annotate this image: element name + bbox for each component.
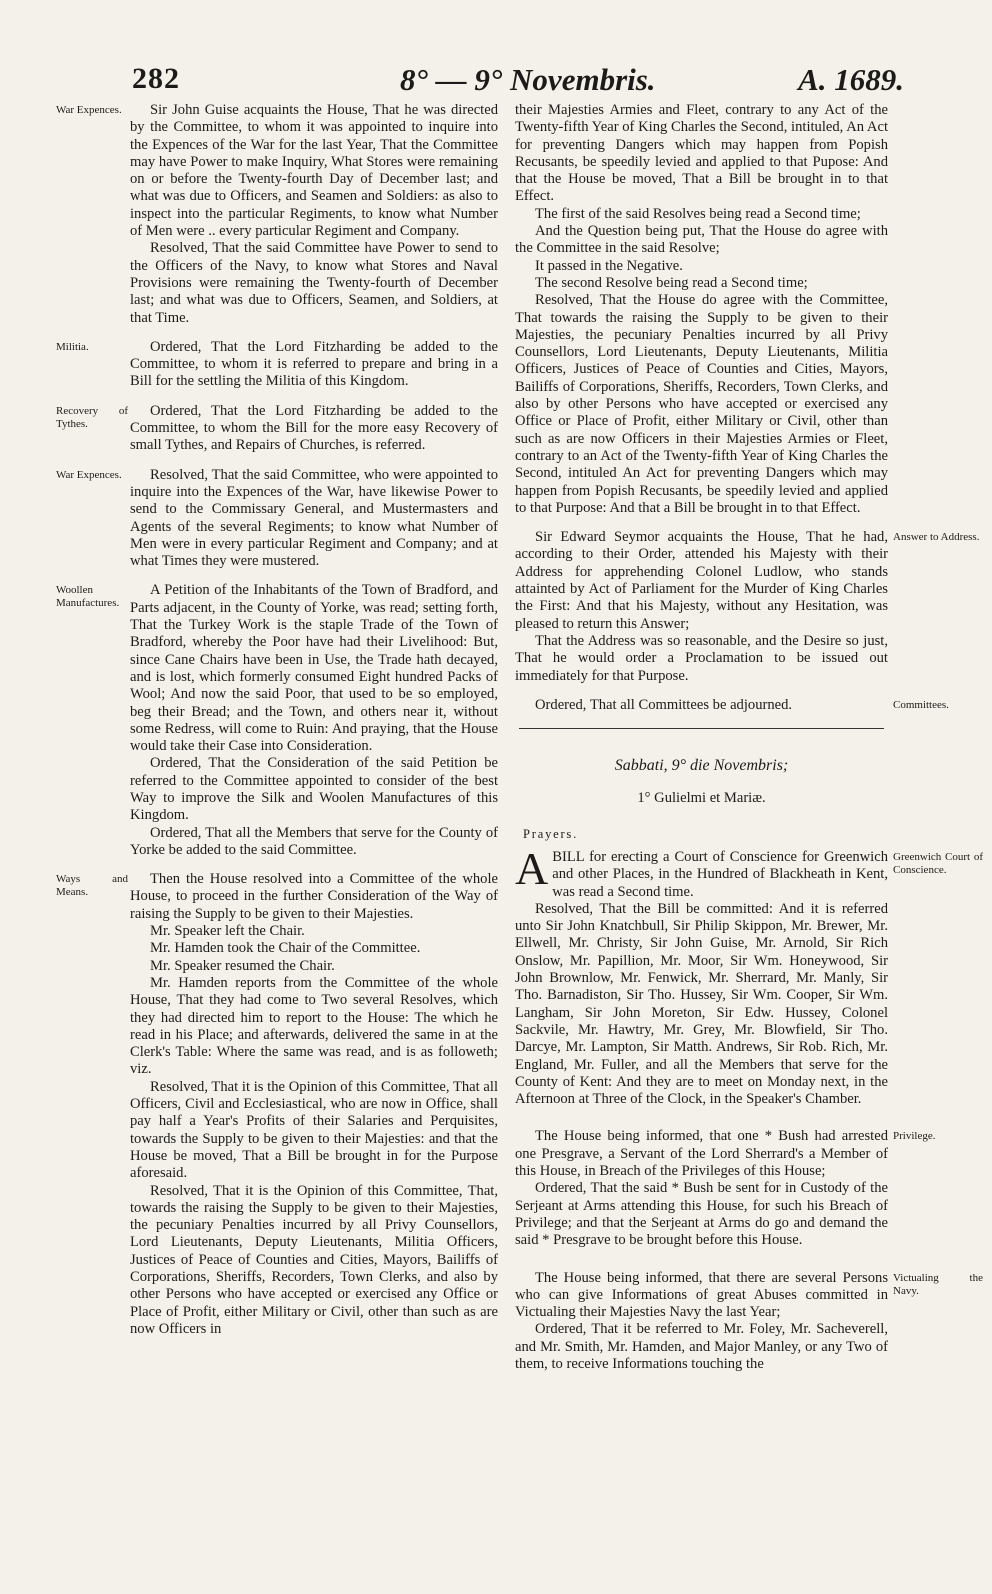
section-woollen-manufactures [56, 582, 498, 859]
margin-note: Privilege. [893, 1130, 936, 1143]
paragraph: The second Resolve being read a Second time; [535, 274, 808, 291]
paragraph: Ordered, That it be referred to Mr. Foley, Mr. Sacheverell, and Mr. Smith, Mr. Hamden, and Major Manley, or any Two of them, to receive Informations touching the [515, 1321, 888, 1372]
paragraph: Resolved, That the Bill be committed: And it is referred unto Sir John Knatchbull, Sir Philip Skippon, Mr. Brewer, Mr. Ellwell, Mr. Christy, Sir John Guise, Mr. Arnold, Sir Rich Onslow, Mr. Papillion, Mr. Moor, Sir Wm. Honeywood, Sir John Brownlow, Mr. Fenwick, Mr. Sherrard, Mr. Manly, Sir Tho. Barnadiston, Sir Tho. Hussey, Sir Wm. Cooper, Sir Wm. Langham, Sir John Moreton, Sir Edw. Hussey, Colonel Sackvile, Mr. Hawtry, Mr. Grey, Mr. Blowfield, Sir Tho. Darcye, Mr. Lampton, Sir Matth. Andrews, Sir Rob. Rich, Mr. England, Mr. Fuller, and all the Members that serve for the County of Kent: And they are to meet on Monday next, in the Afternoon at Three of the Clock, in the Speaker's Chamber. [515, 900, 888, 1108]
paragraph: Mr. Hamden took the Chair of the Committee. [150, 940, 421, 957]
paragraph: Then the House resolved into a Committee of the whole House, to proceed in the further Consideration of the Way of raising the Supply to be given to their Majesties. [130, 871, 498, 922]
paragraph: Sir John Guise acquaints the House, That he was directed by the Committee, to whom it was appointed to inquire into the Expences of the War for the last Year, That the Committee may have Power to make Inquiry, What Stores were remaining on or before the Twenty-fourth Day of December last; and what was due to Officers, and Seamen and Soldiers: as also to inspect into the particular Regiments, to know what Number of Men were .. every particular Regiment and Company. [130, 102, 498, 240]
paragraph: Resolved, That the said Committee, who were appointed to inquire into the Expences of the War, have likewise Power to send to the Commissary General, and Mustermasters and Agents of the several Regiments; to know what Number of Men were in every particular Regiment and Company; and at what Times they were mustered. [130, 466, 498, 570]
paragraph: Ordered, That the Consideration of the said Petition be referred to the Committee appointed to consider of the best Way to improve the Silk and Woolen Manufactures of this Kingdom. [130, 755, 498, 824]
drop-cap: A [515, 842, 549, 894]
paragraph: A Petition of the Inhabitants of the Town of Bradford, and Parts adjacent, in the County of Yorke, was read; setting forth, That the Turkey Work is the staple Trade of the Town of Bradford, whereby the Poor have had their Livelihood: But, since Cane Chairs have been in Use, the Trade hath decayed, and is lost, which formerly consumed Eight hundred Packs of Wool; And now the said Poor, that used to be so employed, beg their Bread; and the Town, and others near it, without some Redress, will come to Ruin: And praying, that the House would take their Case into Consideration. [130, 582, 498, 755]
paragraph: And the Question being put, That the House do agree with the Committee in the said Resolve; [515, 223, 888, 257]
section-committees [515, 696, 949, 714]
paragraph: Sir Edward Seymor acquaints the House, That he had, according to their Order, attended his Majesty with their Address for apprehending Colonel Ludlow, who stands attainted by Act of Parliament for the Murder of King Charles the First: And that his Majesty, without any Hesitation, was pleased to return this Answer; [515, 529, 888, 632]
section-ways-and-means [56, 871, 498, 1338]
margin-note: Recovery of Tythes. [56, 404, 128, 430]
paragraph: Resolved, That the said Committee have Power to send to the Officers of the Navy, to know what Stores and Naval Provisions were remaining the Twenty-fourth of December last; and what was due to Officers, Seamen, and Soldiers, at that Time. [130, 240, 498, 326]
section-war-expences [56, 102, 498, 327]
prayers-heading: Prayers. [523, 826, 579, 841]
paragraph: That the Address was so reasonable, and the Desire so just, That he would order a Proclamation to be issued out immediately for that Purpose. [515, 632, 888, 684]
reign-heading: 1° Gulielmi et Mariæ. [637, 790, 766, 807]
page-number: 282 [132, 62, 180, 95]
margin-note: Ways and Means. [56, 873, 128, 899]
section-recovery-of-tythes [56, 402, 498, 455]
section-answer-to-address [515, 529, 980, 685]
paragraph: Ordered, That the said * Bush be sent for in Custody of the Serjeant at Arms attending this House, for such his Breach of Privilege; and that the Serjeant at Arms do go and demand the said * Presgrave to be brought before this House. [515, 1180, 888, 1249]
paragraph: Resolved, That the House do agree with the Committee, That towards the raising the Supply to be given to their Majesties, the pecuniary Penalties incurred by all Privy Counsellors, Lord Lieutenants, Deputy Lieutenants, Militia Officers, Justices of Peace of Counties and Cities, Mayors, Bailiffs of Corporations, Sheriffs, Recorders, Town Clerks, and also by other Persons who have accepted or exercised any Office or Place of Profit, either Military or Civil, other than such as are now Officers in their Majesties Armies or Fleet, contrary to an Act of the Twenty-fifth Year of King Charles the Second, intituled An Act for preventing Dangers which may happen from Popish Recusants, be speedily levied and applied to that Purpose: And that a Bill be brought in to that Effect. [515, 292, 888, 516]
margin-note: Victualing the Navy. [893, 1271, 983, 1297]
paragraph: Mr. Speaker resumed the Chair. [150, 957, 335, 974]
section-militia [56, 338, 498, 391]
paragraph: Resolved, That it is the Opinion of this Committee, That, towards the raising the Supply to be given to their Majesties, the pecuniary Penalties incurred by all Privy Counsellors, Lord Lieutenants, Deputy Lieutenants, Militia Officers, Justices of Peace of Counties and Cities, Mayors, Bailiffs of Corporations, Sheriffs, Recorders, Town Clerks, and also by other Persons who have accepted or exercised any Office or Place of Profit, either Military or Civil, other than such as are now Officers in [130, 1182, 498, 1337]
paragraph: their Majesties Armies and Fleet, contrary to any Act of the Twenty-fifth Year of King Charles the Second, intituled, An Act for preventing Dangers which may happen from Popish Recusants, be speedily levied and applied to that Pupose: And that the House be moved, That a Bill be brought in to that Effect. [515, 102, 888, 205]
section-war-expences-2 [56, 466, 498, 571]
page-year: A. 1689. [798, 62, 904, 97]
margin-note: Answer to Address. [893, 531, 980, 544]
left-column [56, 102, 498, 1338]
paragraph: Mr. Hamden reports from the Committee of the whole House, That they had come to Two several Resolves, which they had directed him to report to the House: The which he read in his Place; and afterwards, delivered the same in at the Clerk's Table: Where the same was read, and is as followeth; viz. [130, 974, 498, 1078]
paragraph: Ordered, That all Committees be adjourned. [535, 696, 793, 713]
paragraph: Ordered, That the Lord Fitzharding be added to the Committee, to whom the Bill for the more easy Recovery of small Tythes, and Repairs of Churches, is referred. [130, 402, 498, 454]
margin-note: War Expences. [56, 104, 122, 116]
day-heading: Sabbati, 9° die Novembris; [614, 757, 789, 775]
paragraph: The first of the said Resolves being read a Second time; [535, 205, 861, 222]
section-greenwich-court [515, 842, 983, 1108]
section-divider [519, 728, 884, 729]
margin-note: Woollen Manufactures. [56, 584, 120, 610]
page-header [0, 62, 992, 102]
paragraph: The House being informed, that there are several Persons who can give Informations of great Abuses committed in Victualing their Majesties Navy the last Year; [515, 1269, 888, 1321]
margin-note: Militia. [56, 340, 89, 353]
paragraph: Mr. Speaker left the Chair. [150, 923, 305, 940]
paragraph [515, 842, 888, 901]
margin-note: Greenwich Court of Conscience. [893, 850, 983, 876]
margin-note: War Expences. [56, 468, 122, 481]
paragraph: Ordered, That the Lord Fitzharding be added to the Committee, to whom it is referred to prepare and bring in a Bill for the settling the Militia of this Kingdom. [130, 338, 498, 390]
paragraph-text: BILL for erecting a Court of Conscience for Greenwich and other Places, in the Hundred of Blackheath in Kent, was read a Second time. [552, 848, 888, 900]
section-victualing [515, 1269, 983, 1374]
paragraph: Resolved, That it is the Opinion of this Committee, That all Officers, Civil and Ecclesiastical, who are now in Office, shall pay half a Year's Profits of their Salaries and Perquisites, towards the Supply to be given to their Majesties: and that the House be moved, That a Bill be brought in for the Purpose aforesaid. [130, 1078, 498, 1182]
right-column [515, 102, 983, 1373]
page-title: 8° — 9° Novembris. [400, 62, 656, 97]
paragraph: The House being informed, that one * Bush had arrested one Presgrave, a Servant of the Lord Sherrard's a Member of this House, in Breach of the Privileges of this House; [515, 1128, 888, 1180]
margin-note: Committees. [893, 698, 949, 711]
paragraph: It passed in the Negative. [535, 257, 683, 274]
section-privilege [515, 1128, 936, 1249]
paragraph: Ordered, That all the Members that serve for the County of Yorke be added to the said Committee. [130, 824, 498, 858]
